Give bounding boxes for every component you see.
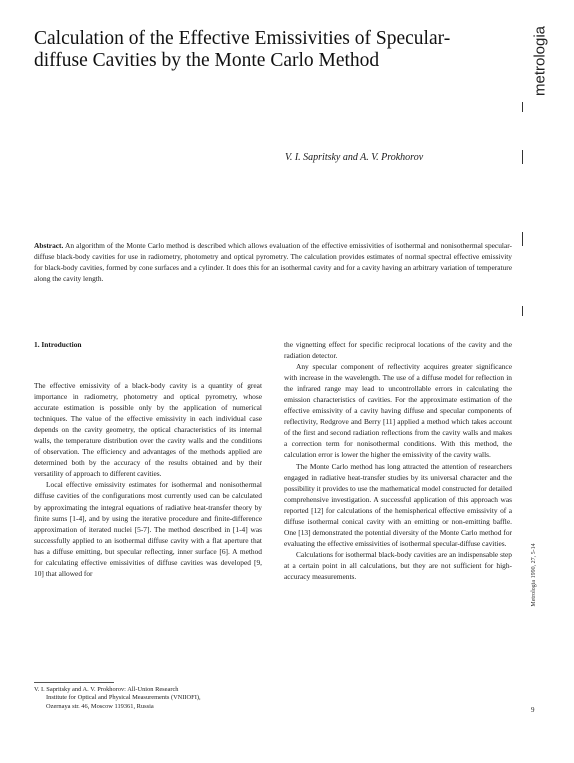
title-line-2: diffuse Cavities by the Monte Carlo Method [34, 50, 380, 71]
title-line-1: Calculation of the Effective Emissivities of Specular- [34, 28, 451, 49]
author-affiliation [34, 686, 264, 711]
section-heading: 1. Introduction [34, 340, 82, 349]
margin-rule [522, 232, 523, 246]
paragraph: the vignetting effect for specific reciprocal locations of the cavity and the radiation detector. [284, 340, 512, 361]
article-title [34, 28, 504, 72]
journal-reference [526, 520, 542, 630]
abstract-label: Abstract. [34, 241, 64, 250]
authors: V. I. Sapritsky and A. V. Prokhorov [285, 152, 424, 163]
paragraph: The Monte Carlo method has long attracted the attention of researchers engaged in radiative heat-transfer studies by its universal character and the possibility it provides to use the mathematical model constructed for detailed comprehensive investigation. A successful application of this approach was reported [12] for calculations of the hemispherical effective emissivity of a diffuse isothermal conical cavity with an emitting or non-emitting baffle. One [13] demonstrated the potential diversity of the Monte Carlo method for evaluating the effective emissivities of isothermal specular-diffuse cavities. [284, 461, 512, 548]
footnote-line: V. I. Sapritsky and A. V. Prokhorov: All-Union Research [34, 686, 179, 693]
journal-name-text: metrologia [531, 25, 549, 97]
margin-rule [522, 306, 523, 316]
footnote-line: Institute for Optical and Physical Measurements (VNIIOFI), [46, 694, 201, 702]
paragraph: Calculations for isothermal black-body cavities are an indispensable step at a certain point in all calculations, but they are not sufficient for high-accuracy measurements. [284, 549, 512, 581]
right-column [284, 339, 512, 582]
journal-name [528, 26, 552, 96]
abstract-text: An algorithm of the Monte Carlo method is described which allows evaluation of the effective emissivities of isothermal and nonisothermal specular-diffuse black-body cavities for use in radiometry, photometry and optical pyrometry. The calculation provides estimates of normal spectral effective emissivity for black-body cavities, formed by cone surfaces and a cylinder. It does this for an isothermal cavity and for a cavity having an arbitrary variation of temperature along the cavity length. [34, 241, 512, 283]
page-number: 9 [531, 706, 535, 714]
footnote-rule [34, 682, 114, 683]
paragraph: Any specular component of reflectivity acquires greater significance with increase in the wavelength. The use of a diffuse model for reflection in the infrared range may lead to uncontrollable errors in calculating the emission characteristics of cavities. For the approximate estimation of the effective emissivity of a cavity having diffuse and specular components of reflectivity, Redgrove and Berry [11] applied a method which takes account of the first and second radiation reflections from the cavity walls and makes a correction term for nonisothermal conditions. With this method, the calculation error is lower the higher the emissivity of the cavity walls. [284, 362, 512, 460]
left-column [34, 380, 262, 579]
paragraph: Local effective emissivity estimates for isothermal and nonisothermal diffuse cavities of the configurations most currently used can be calculated by approximating the integral equations of radiative heat-transfer theory by finite sums [1-4], and by using the iterative procedure and finite-difference approximation of iterated nuclei [5-7]. The method described in [1-4] was successfully applied to an isothermal diffuse cavity with a flat aperture that has a diffuse emitting, but specular reflecting, inner surface [6]. A method for calculating effective emissivities of diffuse cavities was developed [9, 10] that allowed for [34, 480, 262, 578]
paragraph: The effective emissivity of a black-body cavity is a quantity of great importance in radiometry, photometry and optical pyrometry, whose accurate estimation is possible only by the application of numerical techniques. The value of the effective emissivity in each individual case depends on the cavity geometry, the optical characteristics of its internal walls, the temperature distribution over the cavity walls and the conditions of observation. The efficiency and advantages of the methods applied are determined both by the accuracy of the results obtained and by their versatility of approach to different cavities. [34, 381, 262, 479]
journal-reference-text: Metrologia 1990, 27, 5-14 [531, 543, 537, 607]
abstract [34, 240, 512, 284]
margin-rule [522, 102, 523, 112]
footnote-line: Ozernaya str. 46, Moscow 119361, Russia [46, 702, 154, 710]
margin-rule [522, 150, 523, 164]
